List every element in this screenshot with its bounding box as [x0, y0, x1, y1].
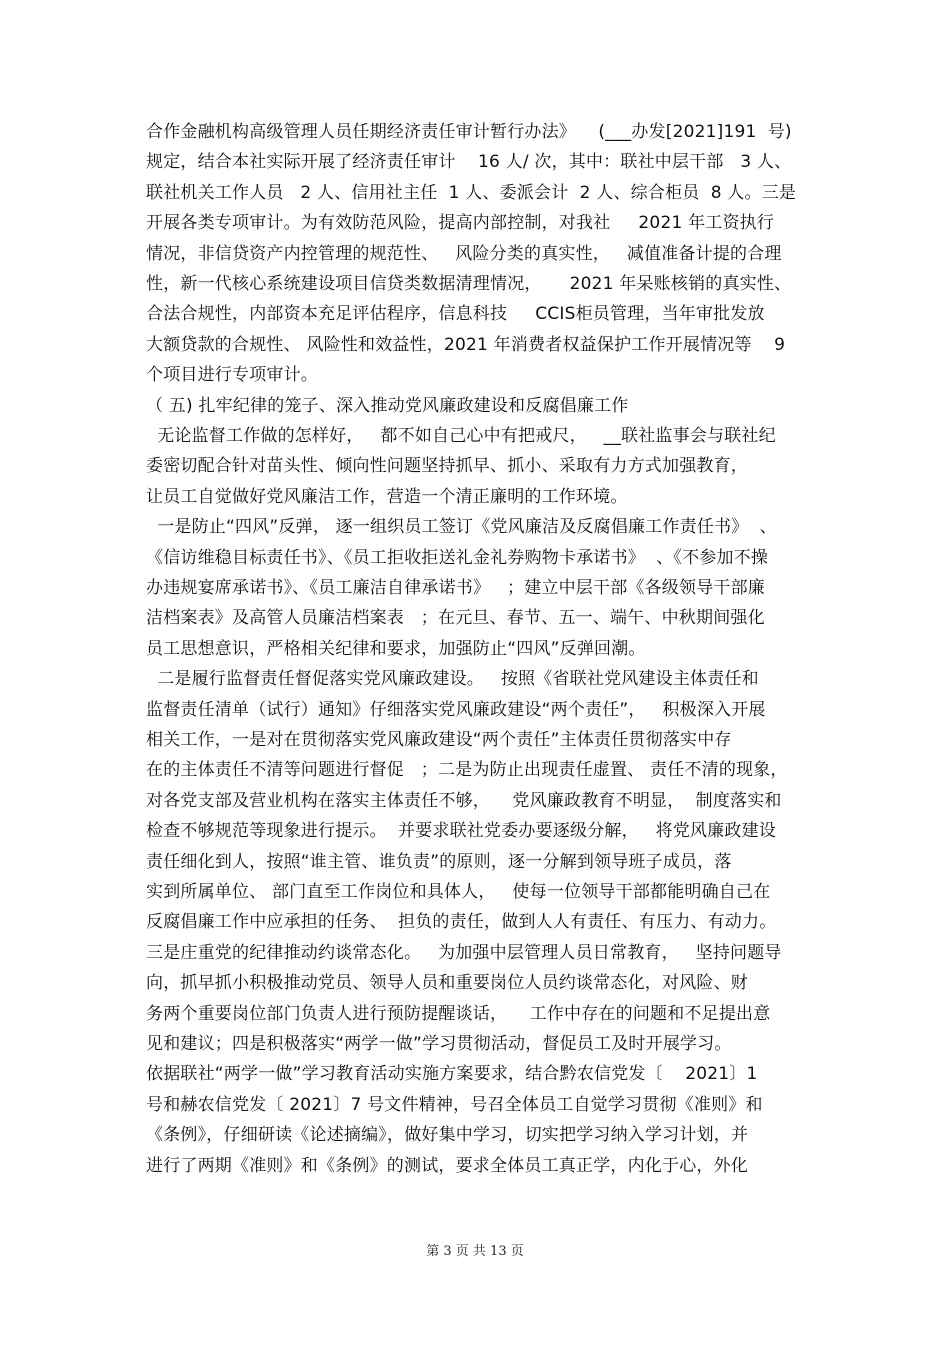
- text-line: 相关工作，一是对在贯彻落实党风廉政建设“两个责任”主体责任贯彻落实中存: [146, 730, 732, 750]
- text-line: 检查不够规范等现象进行提示。 并要求联社党委办要逐级分解， 将党风廉政建设: [146, 821, 777, 842]
- text-line: 向，抓早抓小积极推动党员、领导人员和重要岗位人员约谈常态化，对风险、财: [146, 973, 748, 994]
- text-line: 对各党支部及营业机构在落实主体责任不够， 党风廉政教育不明显， 制度落实和: [146, 790, 782, 811]
- text-line: 性，新一代核心系统建设项目信贷类数据清理情况， 2021 年呆账核销的真实性、: [146, 274, 792, 294]
- text-line: 依据联社“两学一做”学习教育活动实施方案要求，结合黔农信党发〔 2021〕1: [146, 1064, 758, 1085]
- text-line: 个项目进行专项审计。: [146, 365, 318, 386]
- text-line: 员工思想意识，严格相关纪律和要求，加强防止“四风”反弹回潮。: [146, 638, 646, 659]
- text-line: 开展各类专项审计。为有效防范风险，提高内部控制，对我社 2021 年工资执行: [146, 213, 775, 234]
- page-footer: 第 3 页 共 13 页: [426, 1244, 524, 1259]
- text-line: 责任细化到人，按照“谁主管、谁负责”的原则，逐一分解到领导班子成员，落: [146, 851, 732, 872]
- text-line: 进行了两期《准则》和《条例》的测试，要求全体员工真正学，内化于心，外化: [146, 1155, 748, 1176]
- text-line: 实到所属单位、 部门直至工作岗位和具体人， 使每一位领导干部都能明确自己在: [146, 882, 771, 902]
- text-line: 反腐倡廉工作中应承担的任务、 担负的责任，做到人人有责任、有压力、有动力。: [146, 912, 777, 933]
- text-line: 在的主体责任不清等问题进行督促 ；二是为防止出现责任虚置、 责任不清的现象，: [146, 760, 788, 781]
- text-line: 让员工自觉做好党风廉洁工作，营造一个清正廉明的工作环境。: [146, 486, 628, 507]
- text-line: 无论监督工作做的怎样好， 都不如自己心中有把戒尺， __联社监事会与联社纪: [146, 426, 776, 446]
- text-line: 号和赫农信党发〔 2021〕7 号文件精神，号召全体员工自觉学习贯彻《准则》和: [146, 1094, 763, 1115]
- text-line: 合法合规性，内部资本充足评估程序，信息科技 CCIS柜员管理，当年审批发放: [146, 304, 765, 325]
- text-line: 办违规宴席承诺书》、《员工廉洁自律承诺书》 ；建立中层干部《各级领导干部廉: [146, 578, 766, 598]
- text-line: 情况，非信贷资产内控管理的规范性、 风险分类的真实性， 减值准备计提的合理: [146, 243, 782, 264]
- text-line: 合作金融机构高级管理人员任期经济责任审计暂行办法》 (___办发[2021]191 号): [146, 122, 792, 142]
- text-line: 监督责任清单（试行）通知》仔细落实党风廉政建设“两个责任”， 积极深入开展: [146, 699, 766, 720]
- text-line: 一是防止“四风”反弹， 逐一组织员工签订《党风廉洁及反腐倡廉工作责任书》 、: [146, 517, 777, 538]
- text-line: 洁档案表》及高管人员廉洁档案表 ；在元旦、春节、五一、端午、中秋期间强化: [146, 608, 765, 629]
- text-line: （ 五) 扎牢纪律的笼子、深入推动党风廉政建设和反腐倡廉工作: [146, 395, 629, 416]
- text-line: 联社机关工作人员 2 人、信用社主任 1 人、委派会计 2 人、综合柜员 8 人。三是: [146, 182, 797, 203]
- text-line: 三是庄重党的纪律推动约谈常态化。 为加强中层管理人员日常教育， 坚持问题导: [146, 942, 782, 963]
- text-line: 委密切配合针对苗头性、倾向性问题坚持抓早、抓小、采取有力方式加强教育，: [146, 456, 748, 477]
- text-line: 《信访维稳目标责任书》、《员工拒收拒送礼金礼券购物卡承诺书》 、《不参加不操: [146, 547, 769, 568]
- text-line: 规定，结合本社实际开展了经济责任审计 16 人/ 次，其中：联社中层干部 3 人、: [146, 152, 792, 173]
- text-line: 二是履行监督责任督促落实党风廉政建设。 按照《省联社党风建设主体责任和: [146, 669, 759, 690]
- text-line: 大额贷款的合规性、 风险性和效益性，2021 年消费者权益保护工作开展情况等 9: [146, 334, 786, 355]
- text-line: 《条例》，仔细研读《论述摘编》，做好集中学习，切实把学习纳入学习计划，并: [146, 1125, 749, 1146]
- text-line: 见和建议；四是积极落实“两学一做”学习贯彻活动，督促员工及时开展学习。: [146, 1034, 732, 1054]
- text-line: 务两个重要岗位部门负责人进行预防提醒谈话， 工作中存在的问题和不足提出意: [146, 1003, 771, 1024]
